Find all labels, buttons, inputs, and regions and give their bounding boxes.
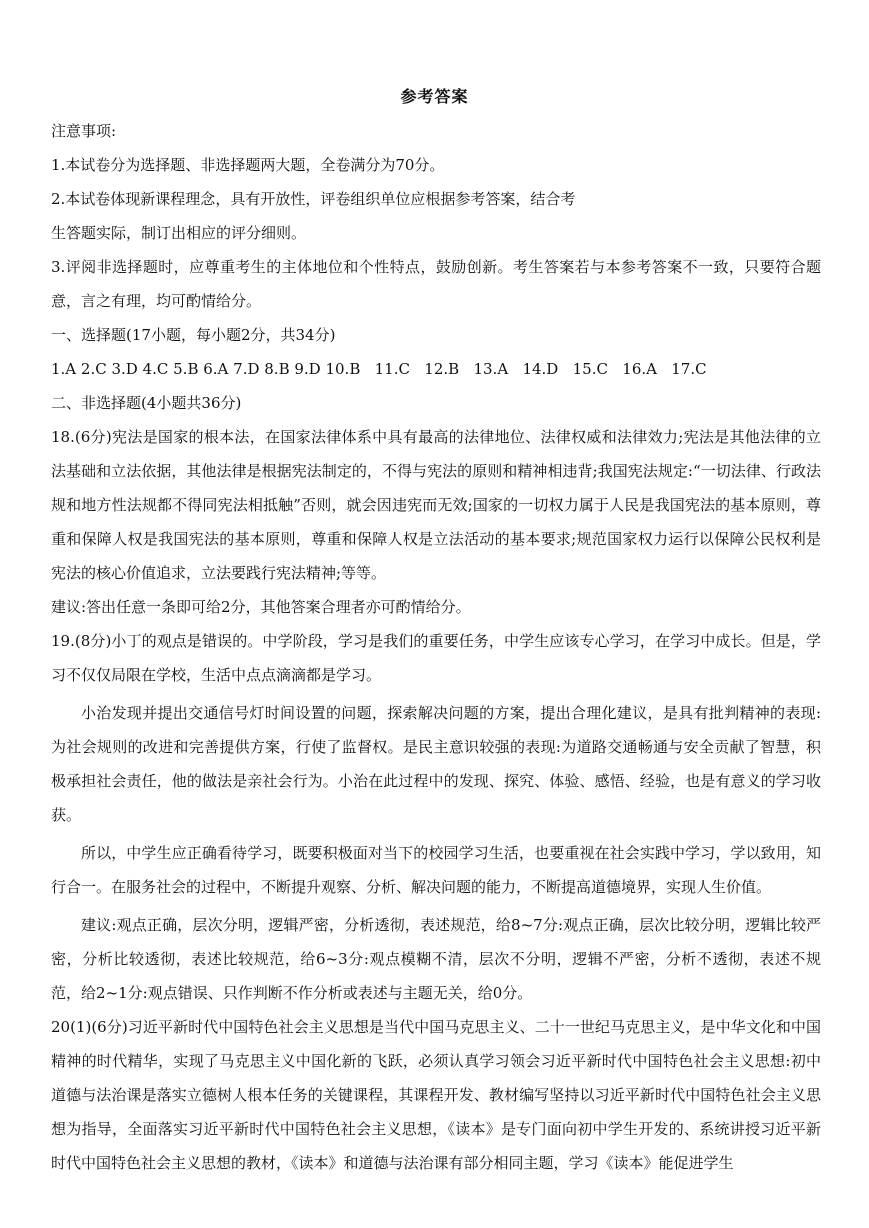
choice-answers: 1.A 2.C 3.D 4.C 5.B 6.A 7.D 8.B 9.D 10.B 11.C 12.B 13.A 14.D 15.C 16.A 17.C [51, 360, 707, 378]
q19-paragraph-2: 小治发现并提出交通信号灯时间设置的问题，探索解决问题的方案，提出合理化建议，是具有批判精神的表现:为社会规则的改进和完善提供方案，行使了监督权。是民主意识较强的表现:为道路交通畅通与安全贡献了智慧，积极承担社会责任，他的做法是亲社会行为。小治在此过程中的发现、探究、体验、感悟、经验，也是有意义的学习收获。 [51, 704, 821, 824]
q18-suggestion: 建议:答出任意一条即可给2分，其他答案合理者亦可酌情给分。 [51, 598, 471, 616]
q19-answer: 19.(8分)小丁的观点是错误的。中学阶段，学习是我们的重要任务，中学生应该专心学习，在学习中成长。但是，学习不仅仅局限在学校，生活中点点滴滴都是学习。 [51, 632, 821, 684]
page-title: 参考答案 [400, 87, 469, 106]
q19-suggestion: 建议:观点正确，层次分明，逻辑严密，分析透彻，表述规范，给8~7分:观点正确，层次比较分明，逻辑比较严密，分析比较透彻，表述比较规范，给6~3分:观点模糊不清，层次不分明，逻辑不严密，分析不透彻，表述不规范，给2~1分:观点错误、只作判断不作分析或表述与主题无关，给0分。 [51, 916, 821, 1002]
q19-paragraph-3: 所以，中学生应正确看待学习，既要积极面对当下的校园学习生活，也要重视在社会实践中学习，学以致用，知行合一。在服务社会的过程中，不断提升观察、分析、解决问题的能力，不断提高道德境界，实现人生价值。 [51, 844, 821, 896]
q20-answer: 20(1)(6分)习近平新时代中国特色社会主义思想是当代中国马克思主义、二十一世纪马克思主义，是中华文化和中国精神的时代精华，实现了马克思主义中国化新的飞跃，必须认真学习领会习近平新时代中国特色社会主义思想:初中道德与法治课是落实立德树人根本任务的关键课程，其课程开发、教材编写坚持以习近平新时代中国特色社会主义思想为指导，全面落实习近平新时代中国特色社会主义思想，《读本》是专门面向初中学生开发的、系统讲授习近平新时代中国特色社会主义思想的教材，《读本》和道德与法治课有部分相同主题，学习《读本》能促进学生 [51, 1018, 821, 1172]
notice-heading: 注意事项: [51, 122, 117, 140]
notice-item-3: 3.评阅非选择题时，应尊重考生的主体地位和个性特点，鼓励创新。考生答案若与本参考答案不一致，只要符合题意，言之有理，均可酌情给分。 [51, 258, 821, 310]
q18-answer: 18.(6分)宪法是国家的根本法，在国家法律体系中具有最高的法律地位、法律权威和法律效力;宪法是其他法律的立法基础和立法依据，其他法律是根据宪法制定的，不得与宪法的原则和精神相违背;我国宪法规定:“一切法律、行政法规和地方性法规都不得同宪法相抵触”否则，就会因违宪而无效;国家的一切权力属于人民是我国宪法的基本原则，尊重和保障人权是我国宪法的基本原则，尊重和保障人权是立法活动的基本要求;规范国家权力运行以保障公民权利是宪法的核心价值追求，立法要践行宪法精神;等等。 [51, 428, 821, 582]
notice-item-2b: 生答题实际，制订出相应的评分细则。 [51, 224, 307, 242]
section-1-heading: 一、选择题(17小题，每小题2分，共34分) [51, 326, 336, 344]
notice-item-1: 1.本试卷分为选择题、非选择题两大题，全卷满分为70分。 [51, 156, 445, 174]
section-2-heading: 二、非选择题(4小题共36分) [51, 394, 242, 412]
notice-item-2a: 2.本试卷体现新课程理念，具有开放性，评卷组织单位应根据参考答案，结合考 [51, 190, 576, 208]
document-body [51, 114, 821, 1180]
